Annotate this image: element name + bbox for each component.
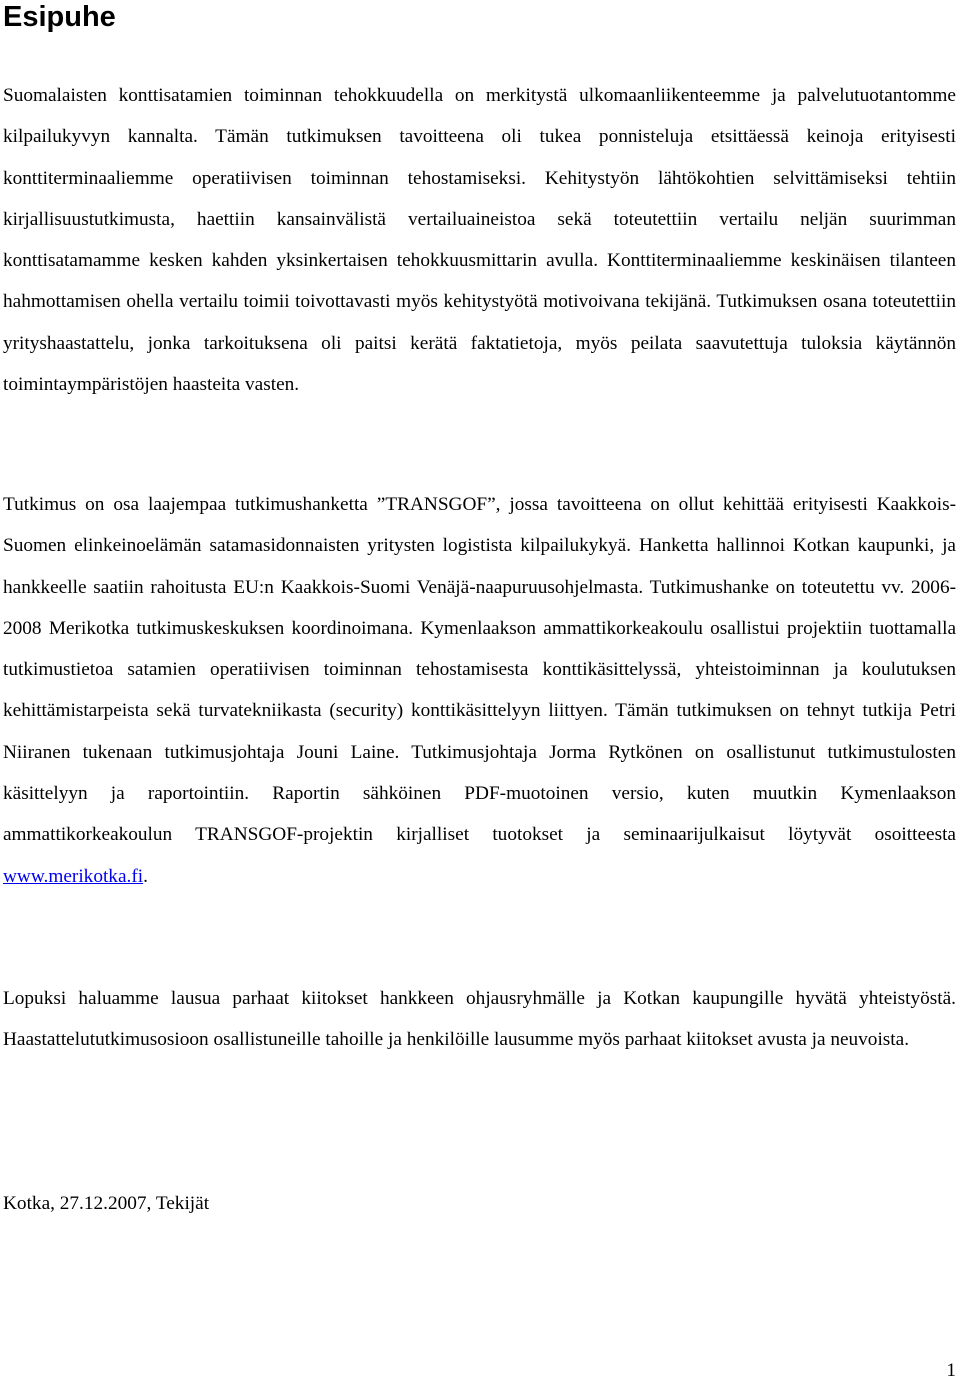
paragraph-intro: Suomalaisten konttisatamien toiminnan tehokkuudella on merkitystä ulkomaanliikenteemme ja palvelutuotantomme kilpailukyvyn kannalta. Tämän tutkimuksen tavoitteena oli tukea ponnisteluja etsittäessä keinoja erityisesti konttiterminaaliemme operatiivisen toiminnan tehostamiseksi. Kehitystyön lähtökohtien selvittämiseksi tehtiin kirjallisuustutkimusta, haettiin kansainvälistä vertailuaineistoa sekä toteutettiin vertailu neljän suurimman konttisatamamme kesken kahden yksinkertaisen tehokkuusmittarin avulla. Konttiterminaaliemme keskinäisen tilanteen hahmottamisen ohella vertailu toimii toivottavasti myös kehitystyötä motivoivana tekijänä. Tutkimuksen osana toteutettiin yrityshaastattelu, jonka tarkoituksena oli paitsi kerätä faktatietoja, myös peilata saavutettuja tuloksia käytännön toimintaympäristöjen haasteita vasten.: [3, 85, 956, 396]
paragraph-project: [3, 484, 956, 897]
paragraph-project-text: Tutkimus on osa laajempaa tutkimushanketta ”TRANSGOF”, jossa tavoitteena on ollut kehittää erityisesti Kaakkois-Suomen elinkeinoelämän satamasidonnaisten yritysten logistista kilpailukykyä. Hanketta hallinnoi Kotkan kaupunki, ja hankkeelle saatiin rahoitusta EU:n Kaakkois-Suomi Venäjä-naapuruusohjelmasta. Tutkimushanke on toteutettu vv. 2006-2008 Merikotka tutkimuskeskuksen koordinoimana. Kymenlaakson ammattikorkeakoulu osallistui projektiin tuottamalla tutkimustietoa satamien operatiivisen toiminnan tehostamisesta konttikäsittelyssä, yhteistoiminnan ja koulutuksen kehittämistarpeista sekä turvatekniikasta (security) konttikäsittelyyn liittyen. Tämän tutkimuksen on tehnyt tutkija Petri Niiranen tukenaan tutkimusjohtaja Jouni Laine. Tutkimusjohtaja Jorma Rytkönen on osallistunut tutkimustulosten käsittelyyn ja raportointiin. Raportin sähköinen PDF-muotoinen versio, kuten muutkin Kymenlaakson ammattikorkeakoulun TRANSGOF-projektin kirjalliset tuotokset ja seminaarijulkaisut löytyvät osoitteesta: [3, 494, 956, 846]
merikotka-link[interactable]: www.merikotka.fi: [3, 865, 144, 887]
paragraph-project-end: .: [143, 865, 148, 887]
page-title: Esipuhe: [3, 1, 116, 33]
signoff: Kotka, 27.12.2007, Tekijät: [3, 1193, 210, 1214]
page-number: 1: [946, 1360, 956, 1381]
paragraph-thanks: Lopuksi haluamme lausua parhaat kiitokset hankkeen ohjausryhmälle ja Kotkan kaupungille hyvätä yhteistyöstä. Haastattelututkimusosioon osallistuneille tahoille ja henkilöille lausumme myös parhaat kiitokset avusta ja neuvoista.: [3, 988, 956, 1051]
